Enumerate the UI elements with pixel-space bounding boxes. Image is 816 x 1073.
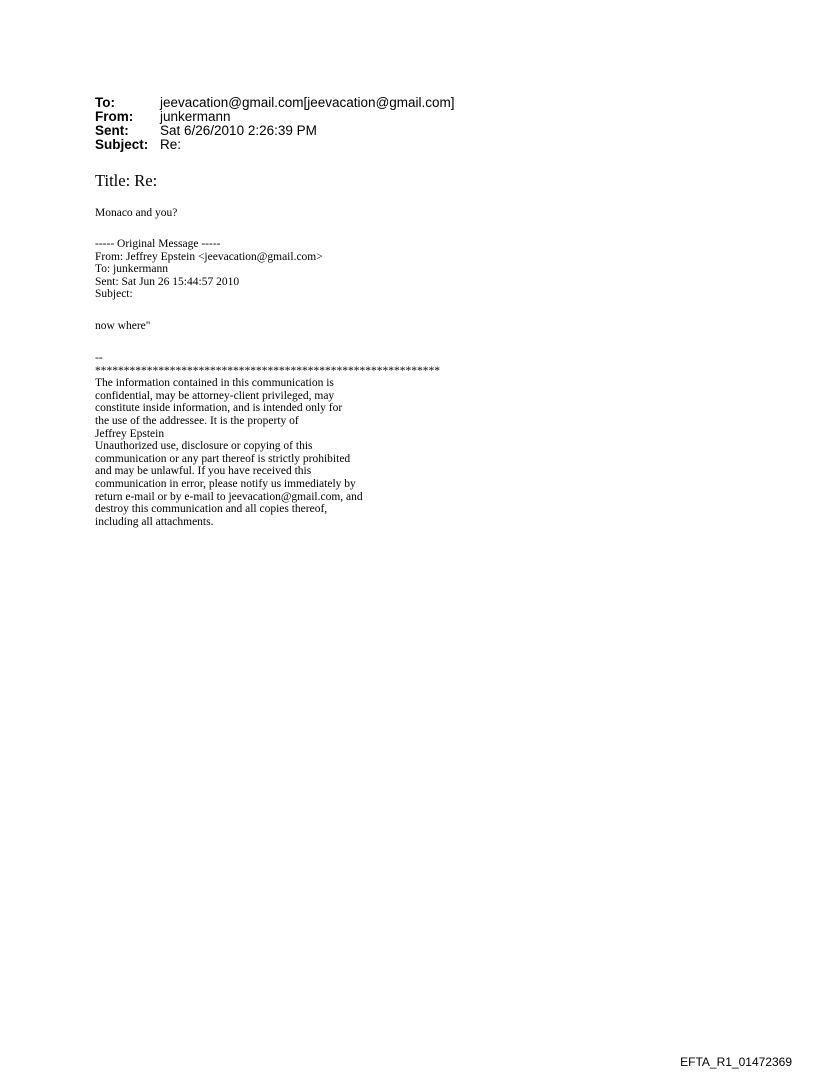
- original-divider: ----- Original Message -----: [95, 238, 221, 250]
- document-id: EFTA_R1_01472369: [680, 1055, 792, 1069]
- to-value: jeevacation@gmail.com[jeevacation@gmail.com]: [160, 95, 455, 110]
- notice-line: Unauthorized use, disclosure or copying of this: [95, 440, 313, 453]
- original-to: To: junkermann: [95, 263, 168, 276]
- notice-line: the use of the addressee. It is the property of: [95, 414, 299, 427]
- original-message-header: [95, 238, 323, 301]
- from-row: [95, 110, 455, 124]
- from-label: From:: [95, 109, 134, 124]
- subject-value: Re:: [160, 137, 182, 152]
- notice-line: confidential, may be attorney-client privileged, may: [95, 389, 335, 402]
- email-header: [95, 96, 455, 152]
- notice-line: and may be unlawful. If you have received this: [95, 465, 312, 478]
- notice-line: Jeffrey Epstein: [95, 427, 165, 440]
- original-subject: Subject:: [95, 288, 133, 301]
- signature-stars: ************************************************************: [95, 364, 440, 377]
- original-body: [95, 320, 150, 333]
- confidentiality-notice: [95, 352, 440, 528]
- message-text: Monaco and you?: [95, 207, 178, 219]
- notice-line: communication or any part thereof is strictly prohibited: [95, 452, 351, 465]
- sent-row: [95, 124, 455, 138]
- original-sent: Sent: Sat Jun 26 15:44:57 2010: [95, 275, 240, 288]
- sent-label: Sent:: [95, 123, 129, 138]
- from-value: junkermann: [160, 109, 231, 124]
- message-body: [95, 207, 177, 220]
- to-label: To:: [95, 95, 115, 110]
- original-from: From: Jeffrey Epstein <jeevacation@gmail.com>: [95, 250, 323, 263]
- subject-row: [95, 138, 455, 152]
- notice-line: destroy this communication and all copies thereof,: [95, 503, 328, 516]
- notice-line: including all attachments.: [95, 515, 214, 528]
- email-title: Title: Re:: [95, 171, 158, 190]
- notice-line: communication in error, please notify us immediately by: [95, 477, 356, 490]
- sent-value: Sat 6/26/2010 2:26:39 PM: [160, 123, 317, 138]
- subject-label: Subject:: [95, 137, 149, 152]
- original-body-text: now where": [95, 320, 151, 332]
- notice-line: return e-mail or by e-mail to jeevacation@gmail.com, and: [95, 490, 363, 503]
- notice-line: The information contained in this communication is: [95, 377, 334, 390]
- to-row: [95, 96, 455, 110]
- notice-line: constitute inside information, and is intended only for: [95, 402, 343, 415]
- signature-dashes: --: [95, 352, 103, 364]
